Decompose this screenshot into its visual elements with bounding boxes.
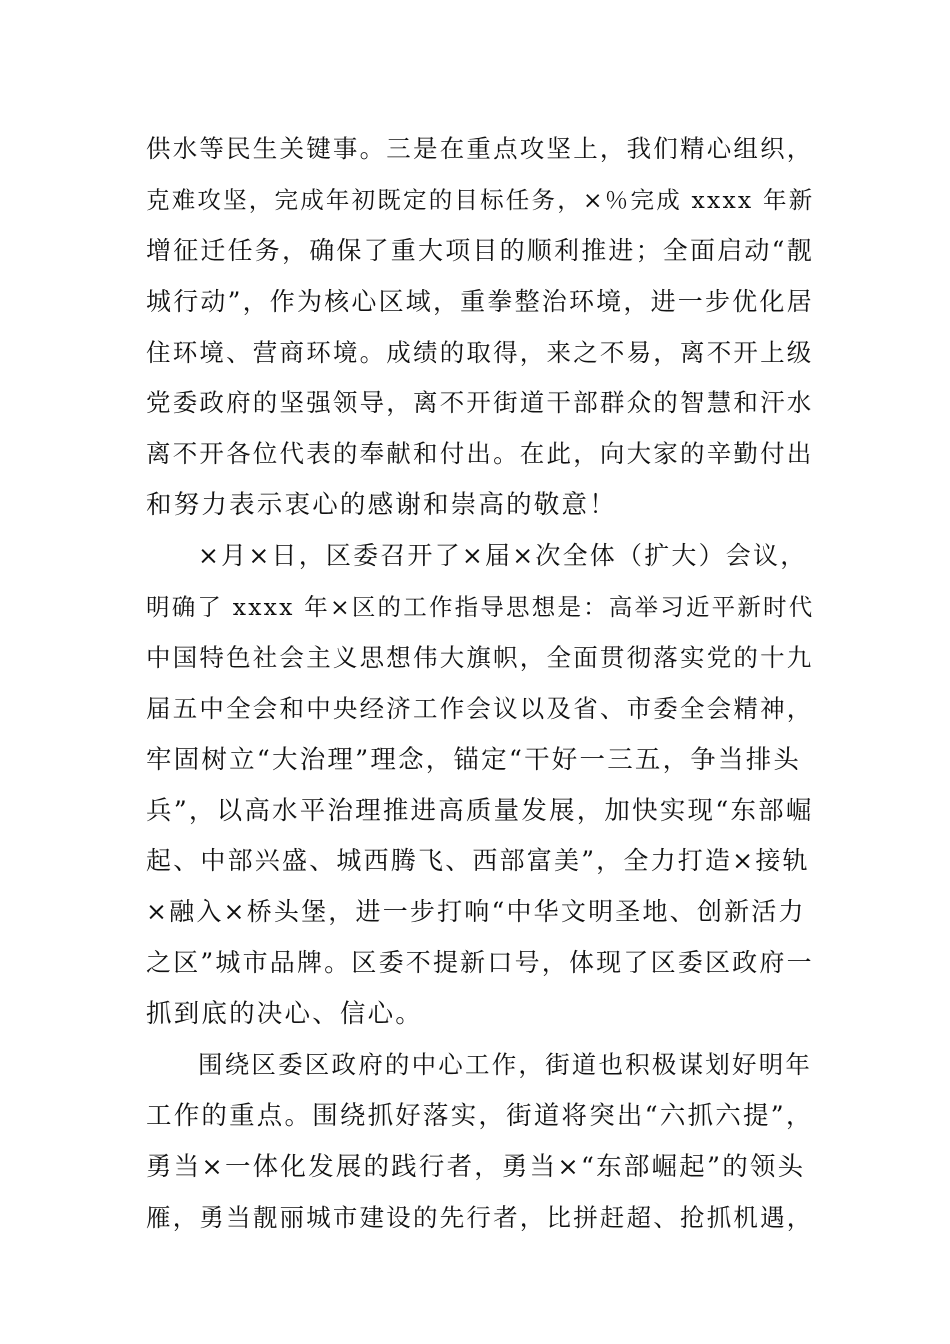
text-line: 兵”，以高水平治理推进高质量发展，加快实现“东部崛 (146, 795, 814, 826)
text-line: 牢固树立“大治理”理念，锚定“干好一三五，争当排头 (146, 744, 802, 775)
text-line: 之区”城市品牌。区委不提新口号，体现了区委区政府一 (146, 948, 814, 978)
text-line: 抓到底的决心、信心。 (146, 999, 424, 1030)
text-line: 工作的重点。围绕抓好落实，街道将突出“六抓六提”， (146, 1100, 814, 1131)
text-line: 届五中全会和中央经济工作会议以及省、市委全会精神， (146, 693, 814, 723)
text-line: 党委政府的坚强领导，离不开街道干部群众的智慧和汗水 (146, 388, 814, 418)
paragraph-start-line: 围绕区委区政府的中心工作，街道也积极谋划好明年 (198, 1050, 813, 1080)
text-line: 住环境、营商环境。成绩的取得，来之不易，离不开上级 (146, 337, 814, 367)
text-line: 和努力表示衷心的感谢和崇高的敬意！ (146, 490, 617, 521)
body-text (146, 124, 816, 1244)
paragraph-start-line: ×月×日，区委召开了×届×次全体（扩大）会议， (198, 541, 808, 571)
text-line: 离不开各位代表的奉献和付出。在此，向大家的辛勤付出 (146, 439, 814, 469)
text-line: 城行动”，作为核心区域，重拳整治环境，进一步优化居 (146, 286, 814, 316)
text-line: 克难攻坚，完成年初既定的目标任务，×％完成 xxxx 年新 (146, 185, 815, 214)
text-line: 雁，勇当靓丽城市建设的先行者，比拼赶超、抢抓机遇， (146, 1202, 814, 1232)
text-line: 起、中部兴盛、城西腾飞、西部富美”，全力打造×接轨 (146, 846, 810, 876)
text-line: 供水等民生关键事。三是在重点攻坚上，我们精心组织， (146, 134, 814, 163)
text-line: 中国特色社会主义思想伟大旗帜，全面贯彻落实党的十九 (146, 642, 814, 672)
text-line: 明确了 xxxx 年×区的工作指导思想是：高举习近平新时代 (146, 593, 815, 622)
text-line: 增征迁任务，确保了重大项目的顺利推进；全面启动“靓 (146, 235, 814, 265)
text-line: ×融入×桥头堡，进一步打响“中华文明圣地、创新活力 (146, 897, 806, 927)
text-line: 勇当×一体化发展的践行者，勇当×“东部崛起”的领头 (146, 1151, 806, 1182)
